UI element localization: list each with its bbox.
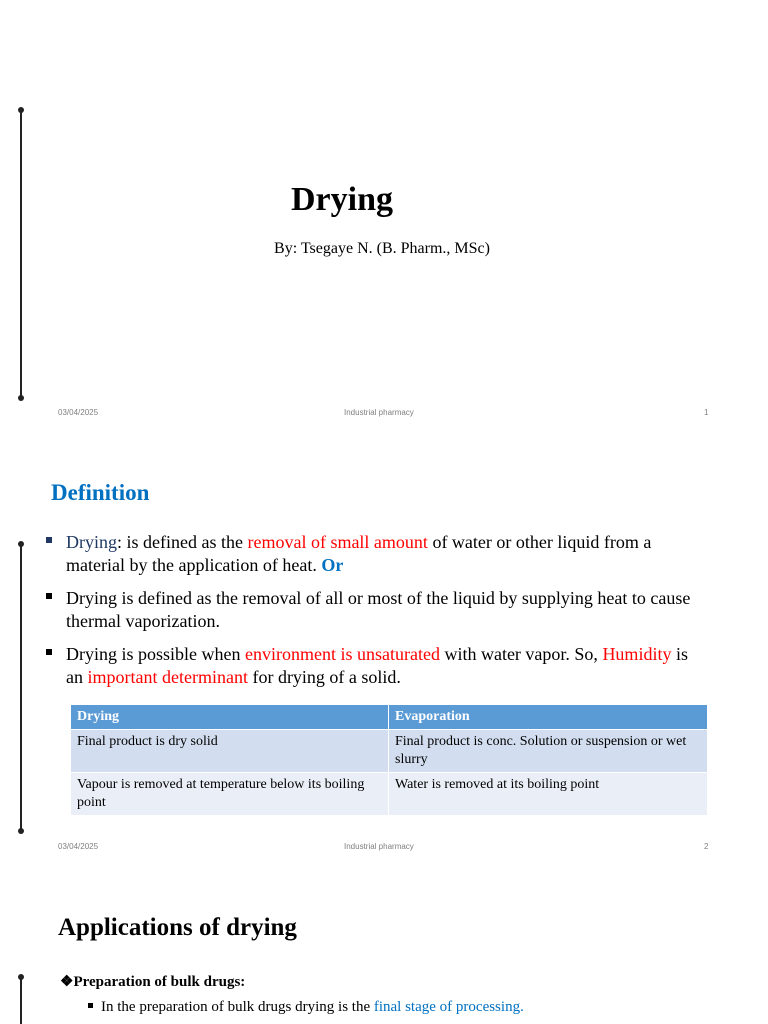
bullet-text: with water vapor. So, (439, 644, 603, 664)
bullet-text: Drying is possible when (66, 644, 245, 664)
table-header-cell: Evaporation (389, 705, 708, 730)
bullet-text: is an (66, 644, 688, 687)
highlight-text: removal of small amount (247, 532, 428, 552)
table-header-cell: Drying (71, 705, 389, 730)
bullet-text: of water or other liquid from a material by the application of heat. (66, 532, 652, 575)
bullet-text: Drying is defined as the removal of all or most of the liquid by supplying heat to cause thermal vaporization. (66, 588, 691, 631)
list-item (88, 999, 524, 1016)
footer-date: 03/04/2025 (58, 842, 99, 851)
footer-course: Industrial pharmacy (344, 408, 414, 417)
accent-line-dot (18, 974, 24, 980)
diamond-bullet-icon: ❖ (60, 974, 74, 990)
sub-heading (60, 972, 245, 991)
sub-heading-text: Preparation of bulk drugs: (73, 974, 246, 990)
highlight-text: environment is unsaturated (245, 644, 440, 664)
bullet-text: : is defined as the (117, 532, 248, 552)
table-cell: Final product is conc. Solution or suspension or wet slurry (389, 730, 708, 773)
defined-term: Drying (66, 532, 117, 552)
slide-heading: Applications of drying (58, 914, 297, 941)
table-cell: Water is removed at its boiling point (389, 773, 708, 816)
slide-subtitle: By: Tsegaye N. (B. Pharm., MSc) (274, 240, 490, 257)
highlight-text: final stage of processing. (373, 999, 524, 1015)
highlight-text: important determinant (87, 666, 248, 687)
slide-accent-line (20, 977, 22, 1024)
table-cell: Final product is dry solid (71, 730, 389, 773)
slide-heading: Definition (51, 480, 150, 505)
table-cell: Vapour is removed at temperature below its boiling point (71, 773, 389, 816)
footer-date: 03/04/2025 (58, 408, 99, 417)
footer-page-number: 1 (704, 408, 709, 417)
bullet-text: In the preparation of bulk drugs drying is the (101, 999, 374, 1015)
or-connector: Or (321, 554, 344, 575)
highlight-text: Humidity (602, 644, 672, 664)
footer-course: Industrial pharmacy (344, 842, 414, 851)
slide-title: Drying (291, 181, 393, 218)
bullet-text: for drying of a solid. (247, 666, 401, 687)
square-bullet-icon (88, 1003, 93, 1008)
footer-page-number: 2 (704, 842, 709, 851)
